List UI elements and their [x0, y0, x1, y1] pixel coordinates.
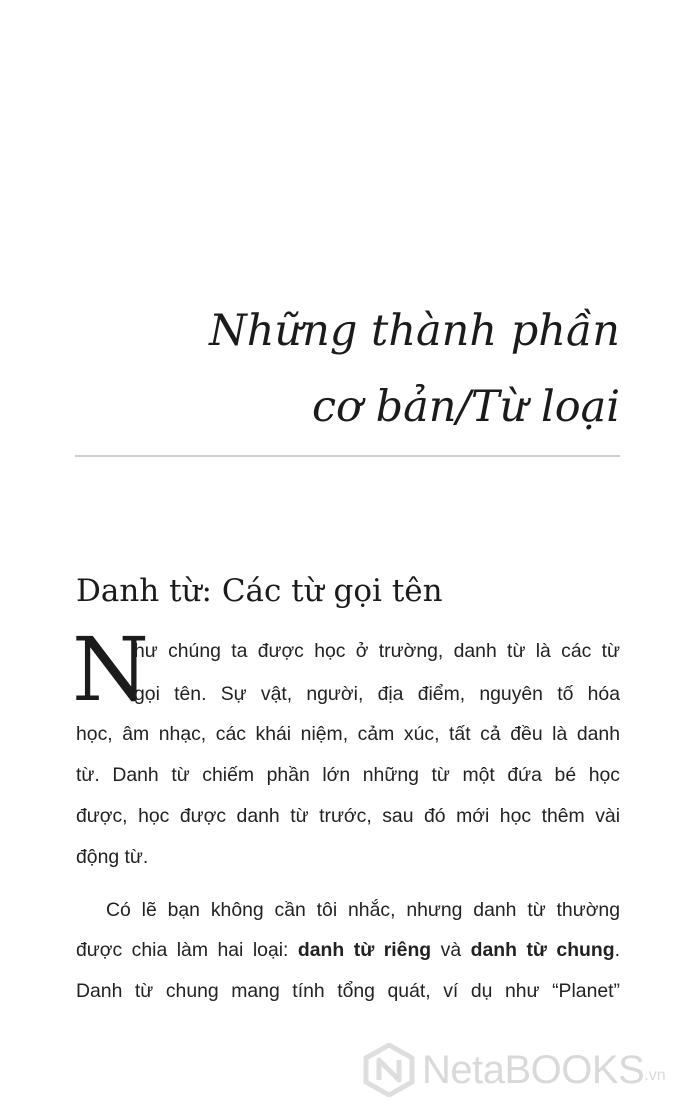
watermark-suffix: .vn — [644, 1067, 666, 1084]
text-run: . — [614, 939, 620, 961]
watermark-brand: NetaBOOKS — [422, 1047, 645, 1092]
paragraph-1-line: gọi tên. Sự vật, người, địa điểm, nguyên tố hóa — [134, 683, 620, 705]
paragraph-1-line: học, âm nhạc, các khái niệm, cảm xúc, tất cả đều là danh — [76, 723, 620, 745]
title-divider — [75, 455, 620, 457]
paragraph-1-line: từ. Danh từ chiếm phần lớn những từ một đứa bé học — [76, 764, 620, 786]
chapter-title-line-2: cơ bản/Từ loại — [311, 382, 620, 432]
chapter-title-line-1: Những thành phần — [209, 306, 620, 356]
section-heading: Danh từ: Các từ gọi tên — [76, 573, 443, 609]
watermark — [362, 1043, 666, 1097]
paragraph-1-line: động từ. — [76, 846, 149, 868]
paragraph-1-line: được, học được danh từ trước, sau đó mới học thêm vài — [76, 805, 620, 827]
term-proper-noun: danh từ riêng — [297, 939, 432, 961]
term-common-noun: danh từ chung — [470, 939, 615, 961]
paragraph-2-line — [76, 939, 620, 962]
chapter-title — [60, 293, 620, 445]
paragraph-1-line: hư chúng ta được học ở trường, danh từ là các từ — [134, 640, 620, 662]
netabooks-logo-icon — [362, 1043, 416, 1097]
paragraph-2-line: Danh từ chung mang tính tổng quát, ví dụ như “Planet” — [76, 980, 620, 1002]
drop-cap: N — [72, 618, 149, 721]
text-run: và — [431, 939, 471, 961]
text-run: được chia làm hai loại: — [76, 939, 298, 961]
paragraph-2-line: Có lẽ bạn không cần tôi nhắc, nhưng danh từ thường — [106, 899, 620, 921]
